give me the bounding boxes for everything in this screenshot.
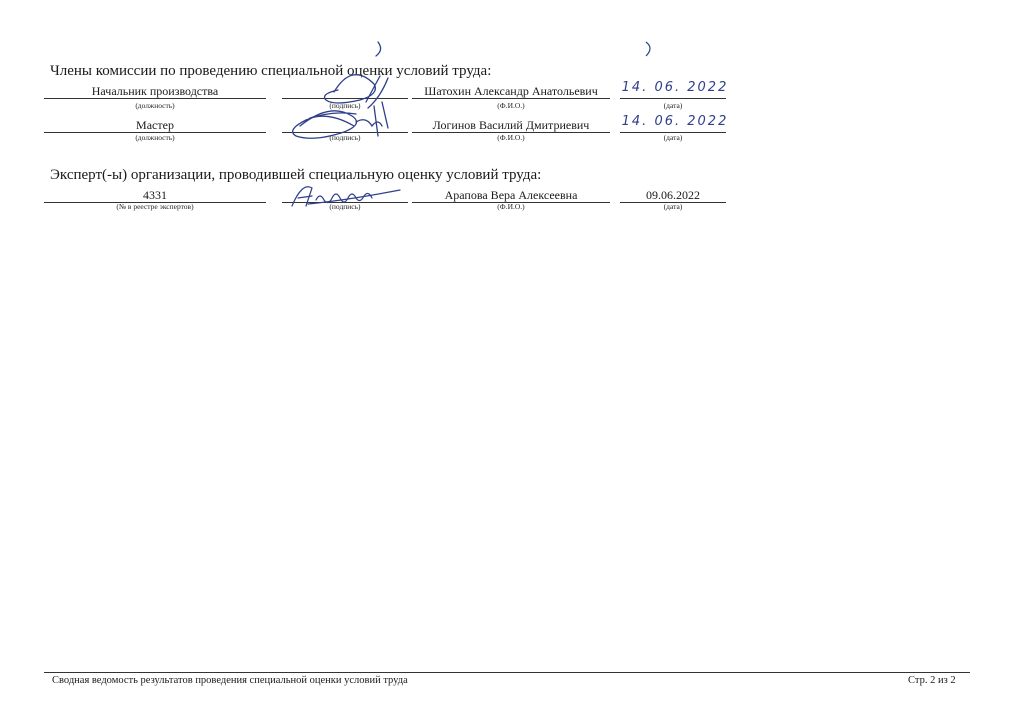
commission-signatures-image <box>270 40 420 150</box>
signature-caption: (подпись) <box>329 101 361 110</box>
date-caption: (дата) <box>663 101 683 110</box>
date-caption: (дата) <box>663 202 683 211</box>
expert-date: 09.06.2022 <box>646 188 700 202</box>
name-caption: (Ф.И.О.) <box>497 202 525 211</box>
name-caption: (Ф.И.О.) <box>497 101 525 110</box>
name-line <box>412 98 610 99</box>
date-mark-image <box>642 40 658 60</box>
signature-caption: (подпись) <box>329 133 361 142</box>
commission-heading: Члены комиссии по проведению специальной оценки условий труда: <box>50 63 492 79</box>
date-line <box>620 98 726 99</box>
page-number: Стр. 2 из 2 <box>908 675 956 686</box>
member-name: Логинов Василий Дмитриевич <box>432 118 590 132</box>
member-position: Начальник производства <box>91 84 219 98</box>
expert-heading: Эксперт(-ы) организации, проводившей специальную оценку условий труда: <box>50 167 542 183</box>
registry-caption: (№ в реестре экспертов) <box>116 202 194 211</box>
member-position: Мастер <box>136 118 174 132</box>
footer-title: Сводная ведомость результатов проведения специальной оценки условий труда <box>52 675 408 686</box>
date-caption: (дата) <box>663 133 683 142</box>
member-name: Шатохин Александр Анатольевич <box>424 84 598 98</box>
position-caption: (должность) <box>135 133 175 142</box>
signature-caption: (подпись) <box>329 202 361 211</box>
expert-signature-image <box>288 180 406 212</box>
name-caption: (Ф.И.О.) <box>497 133 525 142</box>
position-caption: (должность) <box>135 101 175 110</box>
footer-divider <box>44 672 970 673</box>
expert-name: Арапова Вера Алексеевна <box>444 188 578 202</box>
position-line <box>44 98 266 99</box>
registry-number: 4331 <box>143 188 167 202</box>
member-date-handwritten: 14. 06. 2022 <box>621 114 729 129</box>
member-date-handwritten: 14. 06. 2022 <box>621 80 729 95</box>
